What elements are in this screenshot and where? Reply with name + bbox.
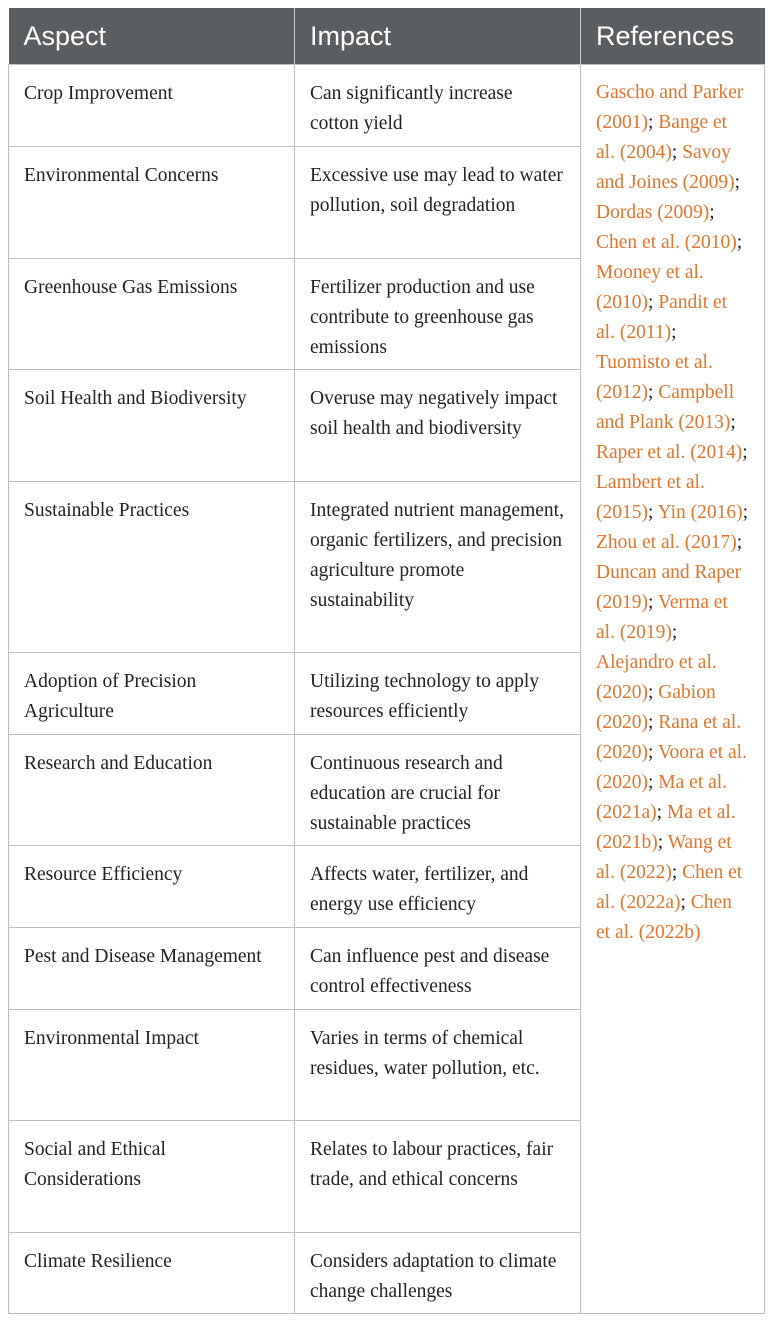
- reference-link[interactable]: Savoy and Joines (2009): [596, 142, 735, 193]
- reference-link[interactable]: Pandit et al. (2011): [596, 292, 728, 343]
- aspect-cell: Research and Education: [9, 735, 295, 846]
- reference-link[interactable]: Raper et al. (2014): [596, 442, 743, 463]
- reference-separator: ;: [734, 172, 741, 193]
- reference-link[interactable]: Ma et al. (2021b): [596, 802, 736, 853]
- reference-link[interactable]: Chen et al. (2022a): [596, 862, 743, 913]
- reference-link[interactable]: Yin (2016): [657, 502, 743, 523]
- reference-link[interactable]: Rana et al. (2020): [596, 712, 742, 763]
- impact-cell: Integrated nutrient management, organic fertilizers, and precision agriculture promote sustainability: [295, 482, 581, 653]
- aspect-cell: Adoption of Precision Agriculture: [9, 653, 295, 735]
- reference-separator: ;: [648, 742, 654, 763]
- table-body: [9, 65, 765, 1314]
- reference-link[interactable]: Verma et al. (2019): [596, 592, 728, 643]
- reference-link[interactable]: Duncan and Raper (2019): [596, 562, 742, 613]
- aspect-cell: Social and Ethical Considerations: [9, 1121, 295, 1233]
- impact-cell: Can influence pest and disease control effectiveness: [295, 928, 581, 1010]
- reference-separator: ;: [648, 382, 654, 403]
- reference-link[interactable]: Chen et al. (2010): [596, 232, 737, 253]
- reference-separator: ;: [736, 532, 743, 553]
- reference-separator: ;: [648, 682, 654, 703]
- impact-cell: Utilizing technology to apply resources efficiently: [295, 653, 581, 735]
- reference-separator: ;: [671, 322, 677, 343]
- reference-separator: ;: [648, 712, 654, 733]
- reference-separator: ;: [648, 502, 654, 523]
- reference-link[interactable]: Alejandro et al. (2020): [596, 652, 717, 703]
- header-references: References: [581, 8, 765, 65]
- reference-link[interactable]: Ma et al. (2021a): [596, 772, 728, 823]
- reference-separator: ;: [656, 802, 663, 823]
- impact-cell: Overuse may negatively impact soil health and biodiversity: [295, 370, 581, 482]
- aspect-cell: Soil Health and Biodiversity: [9, 370, 295, 482]
- reference-link[interactable]: Mooney et al. (2010): [596, 262, 704, 313]
- header-aspect: Aspect: [9, 8, 295, 65]
- impact-table: [8, 8, 765, 1314]
- reference-separator: ;: [730, 412, 736, 433]
- impact-cell: Fertilizer production and use contribute to greenhouse gas emissions: [295, 259, 581, 370]
- impact-cell: Can significantly increase cotton yield: [295, 65, 581, 147]
- aspect-cell: Crop Improvement: [9, 65, 295, 147]
- reference-link[interactable]: Bange et al. (2004): [596, 112, 728, 163]
- references-cell: [581, 65, 765, 1314]
- impact-cell: Considers adaptation to climate change challenges: [295, 1233, 581, 1314]
- reference-separator: ;: [671, 862, 678, 883]
- aspect-cell: Climate Resilience: [9, 1233, 295, 1314]
- reference-separator: ;: [657, 832, 664, 853]
- aspect-cell: Sustainable Practices: [9, 482, 295, 653]
- reference-separator: ;: [742, 442, 748, 463]
- header-impact: Impact: [295, 8, 581, 65]
- aspect-cell: Pest and Disease Management: [9, 928, 295, 1010]
- impact-cell: Varies in terms of chemical residues, water pollution, etc.: [295, 1010, 581, 1121]
- aspect-cell: Resource Efficiency: [9, 846, 295, 928]
- reference-separator: ;: [648, 112, 654, 133]
- reference-separator: ;: [736, 232, 743, 253]
- impact-cell: Continuous research and education are crucial for sustainable practices: [295, 735, 581, 846]
- reference-separator: ;: [648, 772, 654, 793]
- reference-link[interactable]: Voora et al. (2020): [596, 742, 747, 793]
- references-list: [596, 82, 748, 943]
- aspect-cell: Environmental Concerns: [9, 147, 295, 259]
- reference-link[interactable]: Tuomisto et al. (2012): [596, 352, 713, 403]
- impact-cell: Excessive use may lead to water pollution, soil degradation: [295, 147, 581, 259]
- impact-cell: Affects water, fertilizer, and energy use efficiency: [295, 846, 581, 928]
- aspect-cell: Environmental Impact: [9, 1010, 295, 1121]
- reference-link[interactable]: Wang et al. (2022): [596, 832, 732, 883]
- table-row: [9, 65, 765, 147]
- reference-separator: ;: [680, 892, 686, 913]
- reference-separator: ;: [671, 142, 678, 163]
- reference-link[interactable]: Gascho and Parker (2001): [596, 82, 744, 133]
- reference-separator: ;: [671, 622, 678, 643]
- reference-link[interactable]: Campbell and Plank (2013): [596, 382, 735, 433]
- reference-link[interactable]: Dordas (2009): [596, 202, 710, 223]
- aspect-cell: Greenhouse Gas Emissions: [9, 259, 295, 370]
- reference-separator: ;: [742, 502, 749, 523]
- impact-cell: Relates to labour practices, fair trade, and ethical concerns: [295, 1121, 581, 1233]
- reference-link[interactable]: Chen et al. (2022b): [596, 892, 732, 943]
- reference-link[interactable]: Gabion (2020): [596, 682, 716, 733]
- reference-link[interactable]: Lambert et al. (2015): [596, 472, 705, 523]
- header-row: [9, 8, 765, 65]
- reference-separator: ;: [709, 202, 715, 223]
- reference-link[interactable]: Zhou et al. (2017): [596, 532, 737, 553]
- reference-separator: ;: [648, 292, 654, 313]
- reference-separator: ;: [648, 592, 654, 613]
